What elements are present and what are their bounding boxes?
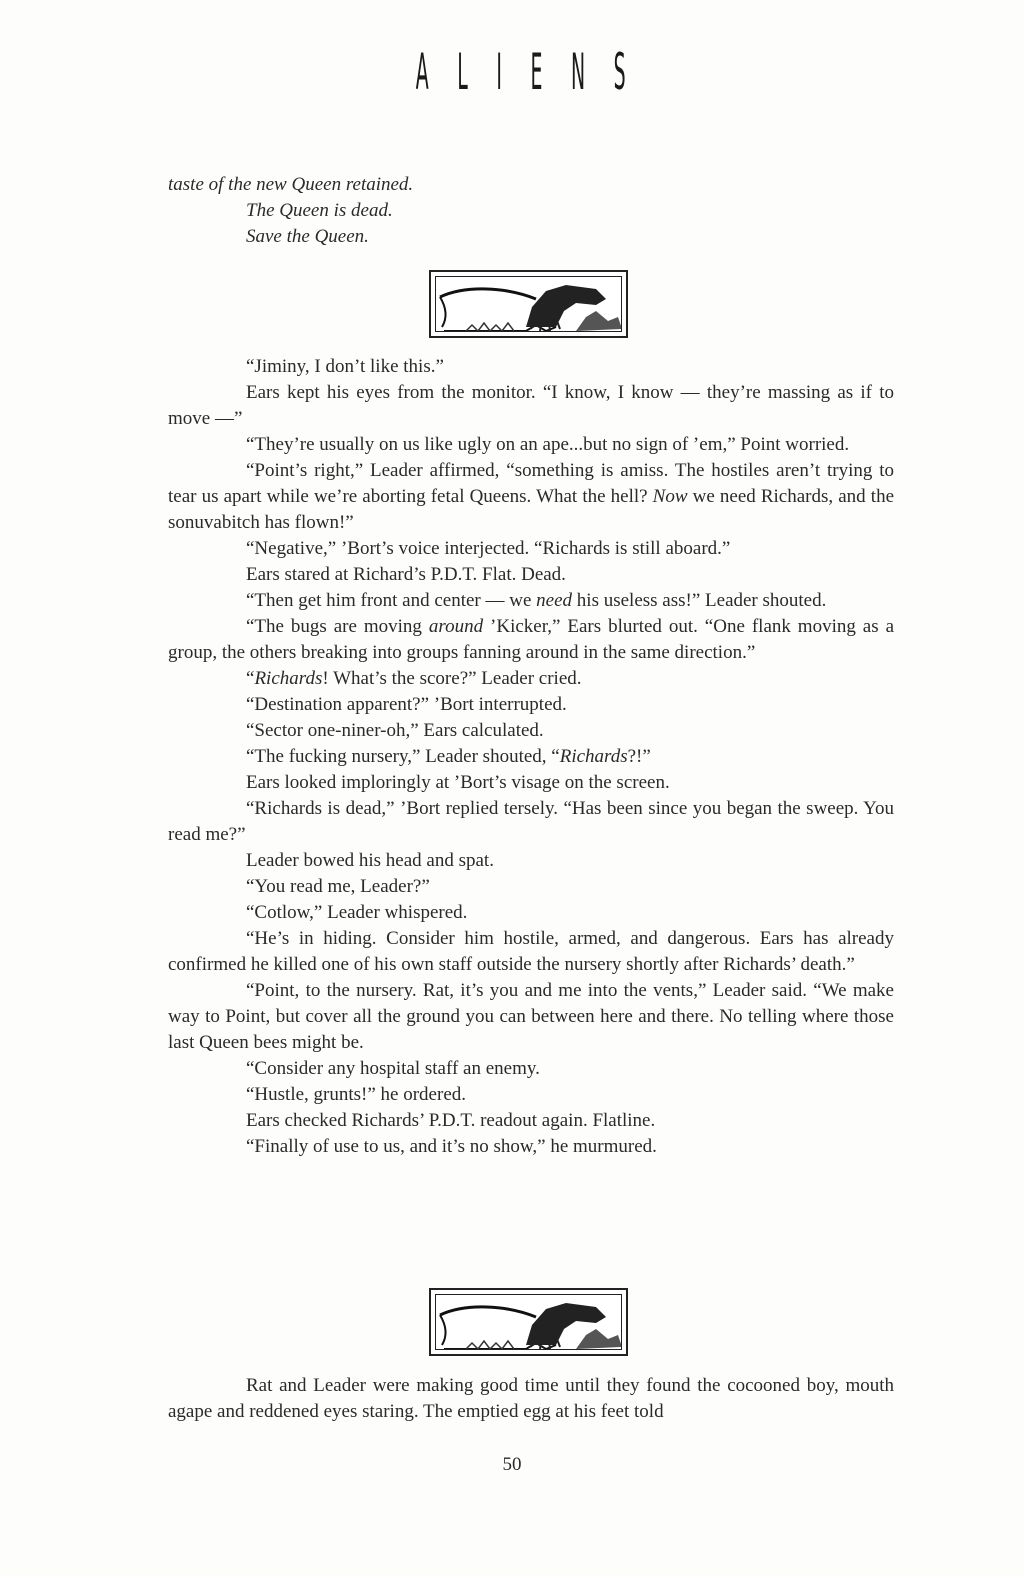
paragraph: Ears looked imploringly at ’Bort’s visage on the screen. <box>246 772 670 793</box>
paragraph: “Point’s right,” Leader affirmed, “something is amiss. The hostiles aren’t trying to tear us apart while we’re aborting fetal Queens. What the hell? Now we need Richards, and the sonuvabitch has flown!” <box>168 460 894 533</box>
paragraph: “Cotlow,” Leader whispered. <box>246 902 468 923</box>
poem-line: The Queen is dead. <box>246 200 393 221</box>
paragraph: “You read me, Leader?” <box>246 876 430 897</box>
paragraph: “The fucking nursery,” Leader shouted, “Richards?!” <box>246 746 651 767</box>
body-text <box>168 354 894 1160</box>
logo-letter: S <box>613 43 626 101</box>
poem-line: taste of the new Queen retained. <box>168 174 414 195</box>
paragraph: “Richards is dead,” ’Bort replied tersely. “Has been since you began the sweep. You read me?” <box>168 798 894 845</box>
paragraph: “He’s in hiding. Consider him hostile, armed, and dangerous. Ears has already confirmed he killed one of his own staff outside the nursery shortly after Richards’ death.” <box>168 928 894 975</box>
alien-illustration-icon <box>436 1295 622 1350</box>
paragraph: “Jiminy, I don’t like this.” <box>246 356 444 377</box>
logo-letter: L <box>457 43 468 101</box>
alien-ornament <box>429 1288 628 1356</box>
paragraph: Ears stared at Richard’s P.D.T. Flat. Dead. <box>246 564 566 585</box>
paragraph: “Richards! What’s the score?” Leader cried. <box>246 668 582 689</box>
paragraph: “Then get him front and center — we need his useless ass!” Leader shouted. <box>246 590 827 611</box>
paragraph: Leader bowed his head and spat. <box>246 850 494 871</box>
poem-line: Save the Queen. <box>246 226 369 247</box>
aliens-logo <box>306 44 736 100</box>
body-text <box>168 1373 894 1425</box>
paragraph: “They’re usually on us like ugly on an ape...but no sign of ’em,” Point worried. <box>246 434 850 455</box>
poem-excerpt <box>168 172 894 250</box>
paragraph: “Destination apparent?” ’Bort interrupted. <box>246 694 567 715</box>
paragraph: “Negative,” ’Bort’s voice interjected. “Richards is still aboard.” <box>246 538 731 559</box>
alien-illustration-icon <box>436 277 622 332</box>
logo-letter: N <box>570 43 586 101</box>
paragraph: Ears kept his eyes from the monitor. “I know, I know — they’re massing as if to move —” <box>168 382 894 429</box>
paragraph: “Finally of use to us, and it’s no show,” he murmured. <box>246 1136 657 1157</box>
logo-letter: I <box>496 43 502 101</box>
alien-ornament <box>429 270 628 338</box>
paragraph: “Hustle, grunts!” he ordered. <box>246 1084 467 1105</box>
paragraph: “The bugs are moving around ’Kicker,” Ears blurted out. “One flank moving as a group, the others breaking into groups fanning around in the same direction.” <box>168 616 894 663</box>
page-number: 50 <box>502 1454 522 1475</box>
paragraph: “Consider any hospital staff an enemy. <box>246 1058 540 1079</box>
paragraph: “Sector one-niner-oh,” Ears calculated. <box>246 720 544 741</box>
paragraph: Rat and Leader were making good time until they found the cocooned boy, mouth agape and reddened eyes staring. The emptied egg at his feet told <box>168 1375 894 1422</box>
logo-letter: E <box>530 43 543 101</box>
paragraph: “Point, to the nursery. Rat, it’s you and me into the vents,” Leader said. “We make way to Point, but cover all the ground you can between here and there. No telling where those last Queen bees might be. <box>168 980 894 1053</box>
logo-letter: A <box>415 43 429 101</box>
paragraph: Ears checked Richards’ P.D.T. readout again. Flatline. <box>246 1110 656 1131</box>
